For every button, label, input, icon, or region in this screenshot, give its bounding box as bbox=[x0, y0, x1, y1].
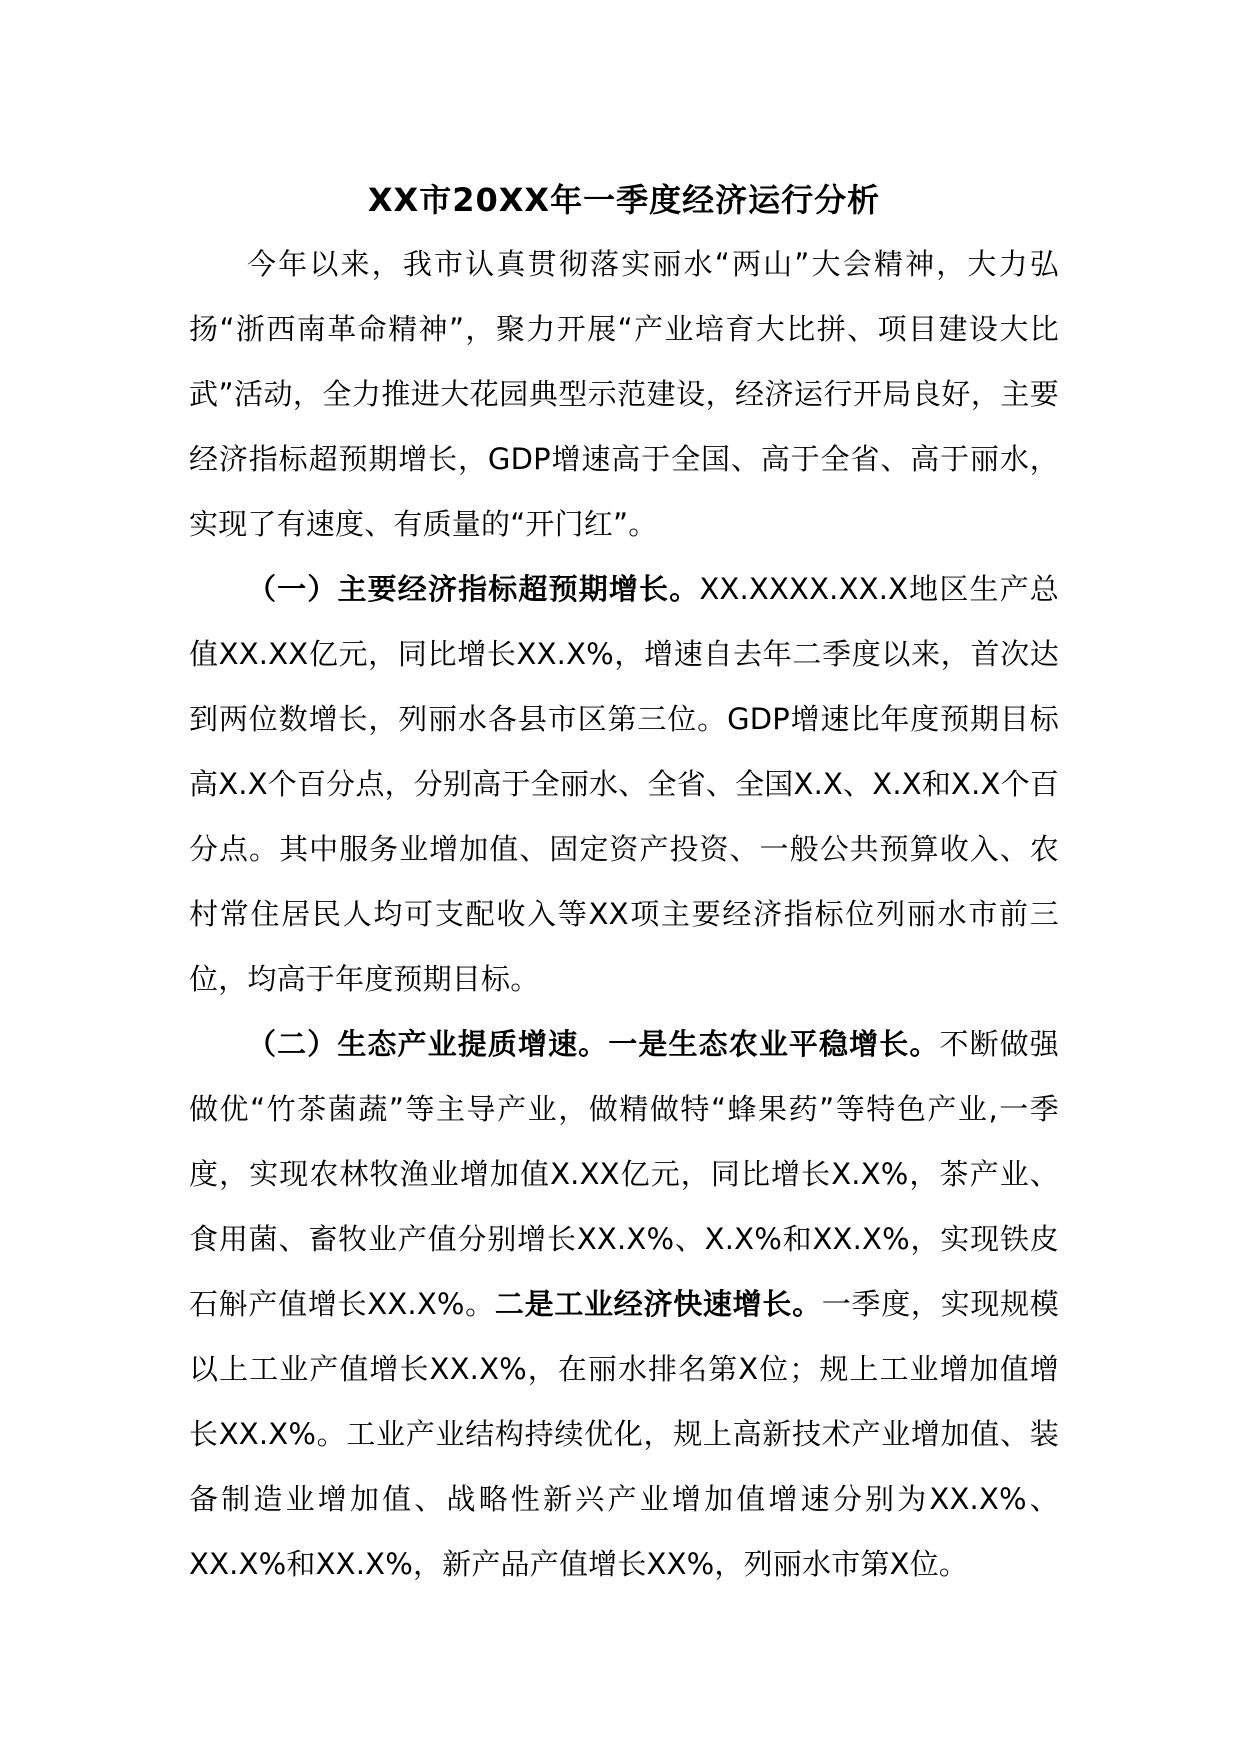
section-2-heading: （二）生态产业提质增速。一是生态农业平稳增长。 bbox=[247, 1027, 940, 1061]
paragraph-section-1 bbox=[189, 557, 1059, 1012]
paragraph-intro bbox=[189, 232, 1059, 557]
section-1-text: XX.XXXX.XX.X地区生产总值XX.XX亿元，同比增长XX.X%，增速自去年二季度以来，首次达到两位数增长，列丽水各县市区第三位。GDP增速比年度预期目标高X.X个百分点，分别高于全丽水、全省、全国X.X、X.X和X.X个百分点。其中服务业增加值、固定资产投资、一般公共预算收入、农村常住居民人均可支配收入等XX项主要经济指标位列丽水市前三位，均高于年度预期目标。 bbox=[189, 572, 1059, 996]
section-2-text: 不断做强做优“竹茶菌蔬”等主导产业，做精做特“蜂果药”等特色产业,一季度，实现农林牧渔业增加值X.XX亿元，同比增长X.X%，茶产业、食用菌、畜牧业产值分别增长XX.X%、X.X%和XX.X%，实现铁皮石斛产值增长XX.X%。 bbox=[189, 1027, 1059, 1321]
paragraph-section-2 bbox=[189, 1012, 1059, 1597]
document-title: XX市20XX年一季度经济运行分析 bbox=[367, 181, 881, 219]
document-body bbox=[189, 168, 1059, 1597]
section-2-subheading: 二是工业经济快速增长。 bbox=[494, 1287, 822, 1321]
section-2-text-continued: 一季度，实现规模以上工业产值增长XX.X%，在丽水排名第X位；规上工业增加值增长XX.X%。工业产业结构持续优化，规上高新技术产业增加值、装备制造业增加值、战略性新兴产业增加值增速分别为XX.X%、XX.X%和XX.X%，新产品产值增长XX%，列丽水市第X位。 bbox=[189, 1287, 1059, 1581]
section-1-heading: （一）主要经济指标超预期增长。 bbox=[247, 572, 700, 606]
paragraph-intro-text: 今年以来，我市认真贯彻落实丽水“两山”大会精神，大力弘扬“浙西南革命精神”，聚力开展“产业培育大比拼、项目建设大比武”活动，全力推进大花园典型示范建设，经济运行开局良好，主要经济指标超预期增长，GDP增速高于全国、高于全省、高于丽水，实现了有速度、有质量的“开门红”。 bbox=[189, 247, 1059, 541]
